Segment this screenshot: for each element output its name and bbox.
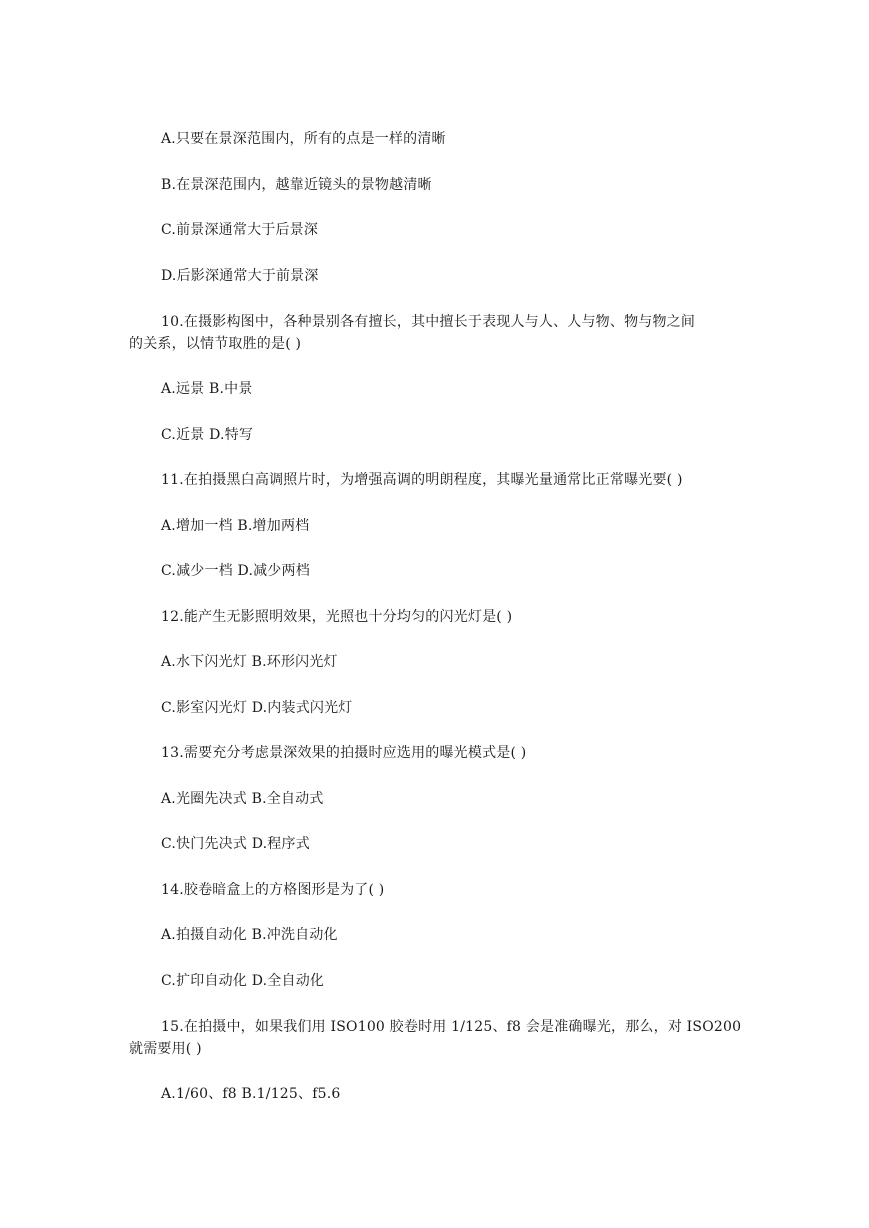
option-line: C.扩印自动化 D.全自动化 <box>161 973 325 989</box>
option-line: C.快门先决式 D.程序式 <box>161 836 310 852</box>
option-line: C.影室闪光灯 D.内装式闪光灯 <box>161 700 353 716</box>
option-line: A.1/60、f8 B.1/125、f5.6 <box>161 1086 341 1102</box>
option-line: A.只要在景深范围内，所有的点是一样的清晰 <box>161 131 446 147</box>
question-10-continuation: 的关系，以情节取胜的是( ) <box>129 336 302 352</box>
question-15-continuation: 就需要用( ) <box>129 1041 202 1057</box>
question-11: 11.在拍摄黑白高调照片时，为增强高调的明朗程度，其曝光量通常比正常曝光要( ) <box>161 472 683 488</box>
option-line: C.前景深通常大于后景深 <box>161 222 319 238</box>
option-line: C.近景 D.特写 <box>161 427 254 443</box>
option-line: B.在景深范围内，越靠近镜头的景物越清晰 <box>161 177 432 193</box>
option-line: A.光圈先决式 B.全自动式 <box>161 791 324 807</box>
option-line: C.减少一档 D.减少两档 <box>161 563 310 579</box>
option-line: A.拍摄自动化 B.冲洗自动化 <box>161 927 338 943</box>
option-line: D.后影深通常大于前景深 <box>161 268 319 284</box>
option-line: A.远景 B.中景 <box>161 381 253 397</box>
question-13: 13.需要充分考虑景深效果的拍摄时应选用的曝光模式是( ) <box>161 745 527 761</box>
option-line: A.水下闪光灯 B.环形闪光灯 <box>161 654 338 670</box>
question-15: 15.在拍摄中，如果我们用 ISO100 胶卷时用 1/125、f8 会是准确曝光，那么，对 ISO200 <box>161 1019 742 1035</box>
question-10: 10.在摄影构图中，各种景别各有擅长，其中擅长于表现人与人、人与物、物与物之间 <box>161 314 696 330</box>
question-12: 12.能产生无影照明效果，光照也十分均匀的闪光灯是( ) <box>161 609 513 625</box>
option-line: A.增加一档 B.增加两档 <box>161 518 310 534</box>
question-14: 14.胶卷暗盒上的方格图形是为了( ) <box>161 882 385 898</box>
